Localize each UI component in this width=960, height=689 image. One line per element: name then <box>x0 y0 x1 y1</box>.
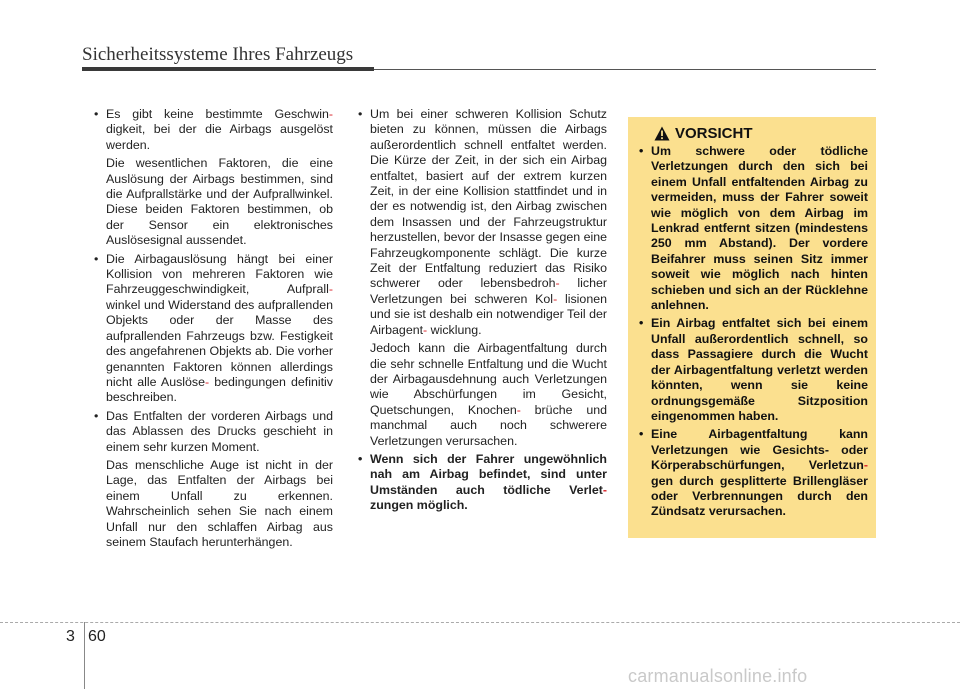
bullet-deployment-factors: • Die Airbagauslösung hängt bei einer Kollision von mehreren Faktoren wie Fahrzeuggeschwindigkeit, Aufprall- winkel und Widerstand des aufprallenden Objekts oder der Masse des aufprallenden Fahrzeugs bzw. Festigkeit des angefahrenen Objekts ab. Die vorher genannten Faktoren können allerdings nicht alle Auslöse- bedingungen definitiv beschreiben. <box>93 252 333 406</box>
warning-triangle-icon <box>654 126 670 141</box>
paragraph-injuries: Jedoch kann die Airbagentfaltung durch die sehr schnelle Entfaltung und die Wucht der Airbagausdehnung auch Verletzungen wie Abschürfungen im Gesicht, Quetschungen, Knochen- brüche und manchmal auch noch schwerere Verletzungen verursachen. <box>370 341 607 448</box>
caution-bullet-position: • Ein Airbag entfaltet sich bei einem Unfall außerordentlich schnell, so dass Passagiere durch die Wucht der Airbagentfaltung verletzt werden könnten, wenn sie keine ordnungsgemäße Sitzposition eingenommen haben. <box>638 316 868 424</box>
paragraph-factors: Die wesentlichen Faktoren, die eine Auslösung der Airbags bestimmen, sind die Aufprallstärke und der Aufprallwinkel. Diese beiden Faktoren bestimmen, ob der Sensor ein elektronisches Auslösesignal aussendet. <box>106 156 333 248</box>
text-column-middle <box>357 107 607 514</box>
text-column-left <box>93 107 333 550</box>
caution-bullet-injuries: • Eine Airbagentfaltung kann Verletzungen wie Gesichts- oder Körperabschürfungen, Verletzun- gen durch gesplitterte Brillengläser oder Verbrennungen durch den Zündsatz verursachen. <box>638 427 868 519</box>
watermark: carmanualsonline.info <box>628 666 808 686</box>
footer-dashed-line <box>0 622 960 623</box>
caution-bullet-distance: • Um schwere oder tödliche Verletzungen durch den sich bei einem Unfall entfaltenden Airbag zu vermeiden, muss der Fahrer soweit wie möglich von dem Airbag im Lenkrad entfernt sitzen (mindestens 250 mm Abstand). Der vordere Beifahrer muss seinen Sitz immer soweit wie möglich nach hinten schieben und sich an der Rücklehne anlehnen. <box>638 144 868 313</box>
page-chapter: 3 <box>66 628 75 645</box>
bullet-speed: • Es gibt keine bestimmte Geschwin- digkeit, bei der die Airbags ausgelöst werden. <box>93 107 333 153</box>
page-header-title: Sicherheitssysteme Ihres Fahrzeugs <box>82 44 354 65</box>
footer-vertical-line <box>84 622 85 689</box>
paragraph-human-eye: Das menschliche Auge ist nicht in der Lage, das Entfalten der Airbags bei einem Unfall zu erkennen. Wahrscheinlich sehen Sie nach einem Unfall nur den schlaffen Airbag aus seinem Staufach herunterhängen. <box>106 457 333 549</box>
header-rule-thin <box>374 69 876 70</box>
caution-header <box>638 125 868 142</box>
page-number: 60 <box>88 628 106 645</box>
bullet-fast-deployment: • Um bei einer schweren Kollision Schutz bieten zu können, müssen die Airbags außerordentlich schnell entfaltet werden. Die Kürze der Zeit, in der sich ein Airbag entfaltet, basiert auf der extrem kurzen Zeit, in der eine Kollision stattfindet und in der es notwendig ist, den Airbag zwischen dem Insassen und der Fahrzeugstruktur herzustellen, bevor der Insasse gegen eine Fahrzeugkomponente schlägt. Die kurze Zeit der Entfaltung reduziert das Risiko schwerer oder lebensbedroh- licher Verletzungen bei schweren Kol- lisionen und sie ist deshalb ein notwendiger Teil der Airbagent- wicklung. <box>357 107 607 338</box>
bullet-driver-close: • Wenn sich der Fahrer ungewöhnlich nah am Airbag befindet, sind unter Umständen auch tödliche Verlet- zungen möglich. <box>357 452 607 514</box>
caution-title: VORSICHT <box>675 125 753 142</box>
header-rule-thick <box>82 67 374 71</box>
caution-box <box>628 117 876 538</box>
bullet-deploy-time: • Das Entfalten der vorderen Airbags und das Ablassen des Drucks geschieht in einem sehr kurzen Moment. <box>93 409 333 455</box>
